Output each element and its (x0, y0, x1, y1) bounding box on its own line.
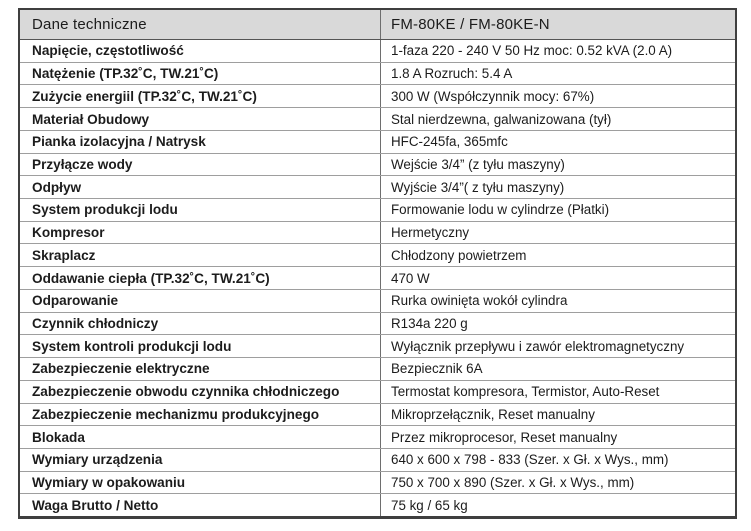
table-row (20, 449, 735, 472)
table-row (20, 494, 735, 516)
table-row (20, 154, 735, 177)
table-row (20, 472, 735, 495)
table-row (20, 40, 735, 63)
spec-value: Wyjście 3/4”( z tyłu maszyny) (391, 179, 565, 195)
spec-value: Rurka owinięta wokół cylindra (391, 293, 568, 309)
table-row (20, 63, 735, 86)
spec-value: Bezpiecznik 6A (391, 361, 483, 377)
spec-label: Zabezpieczenie obwodu czynnika chłodniczego (20, 381, 381, 403)
table-row (20, 244, 735, 267)
spec-value: HFC-245fa, 365mfc (391, 134, 508, 150)
table-row (20, 426, 735, 449)
spec-label: Zabezpieczenie elektryczne (20, 358, 381, 380)
spec-value: 300 W (Współczynnik mocy: 67%) (391, 88, 595, 104)
spec-value: Termostat kompresora, Termistor, Auto-Reset (391, 384, 660, 400)
spec-value: Chłodzony powietrzem (391, 247, 527, 263)
table-row (20, 313, 735, 336)
table-header-model: FM-80KE / FM-80KE-N (391, 16, 550, 33)
spec-label: Natężenie (TP.32˚C, TW.21˚C) (20, 63, 381, 85)
spec-label: Oddawanie ciepła (TP.32˚C, TW.21˚C) (20, 267, 381, 289)
spec-label: Napięcie, częstotliwość (20, 40, 381, 62)
spec-value: 640 x 600 x 798 - 833 (Szer. x Gł. x Wys., mm) (391, 452, 669, 468)
table-row (20, 85, 735, 108)
table-row (20, 267, 735, 290)
spec-label: Wymiary w opakowaniu (20, 472, 381, 494)
table-row (20, 222, 735, 245)
spec-value: Hermetyczny (391, 225, 470, 241)
spec-label: Przyłącze wody (20, 154, 381, 176)
table-row (20, 108, 735, 131)
spec-label: Pianka izolacyjna / Natrysk (20, 131, 381, 153)
spec-value: 470 W (391, 270, 430, 286)
spec-label: System produkcji lodu (20, 199, 381, 221)
spec-label: Odpływ (20, 176, 381, 198)
table-header-title: Dane techniczne (20, 10, 381, 39)
table-row (20, 290, 735, 313)
spec-value: Wejście 3/4” (z tyłu maszyny) (391, 156, 565, 172)
spec-label: Wymiary urządzenia (20, 449, 381, 471)
spec-label: Materiał Obudowy (20, 108, 381, 130)
spec-value: 75 kg / 65 kg (391, 497, 468, 513)
spec-label: Waga Brutto / Netto (20, 494, 381, 516)
table-row (20, 199, 735, 222)
table-row (20, 131, 735, 154)
spec-label: System kontroli produkcji lodu (20, 335, 381, 357)
table-row (20, 404, 735, 427)
spec-value: Formowanie lodu w cylindrze (Płatki) (391, 202, 610, 218)
spec-label: Kompresor (20, 222, 381, 244)
table-row (20, 381, 735, 404)
spec-label: Zużycie energiil (TP.32˚C, TW.21˚C) (20, 85, 381, 107)
spec-value: 1.8 A Rozruch: 5.4 A (391, 66, 513, 82)
spec-value: Wyłącznik przepływu i zawór elektromagnetyczny (391, 338, 685, 354)
spec-value: Przez mikroprocesor, Reset manualny (391, 429, 618, 445)
spec-table (18, 8, 737, 519)
table-row (20, 358, 735, 381)
table-row (20, 335, 735, 358)
spec-label: Odparowanie (20, 290, 381, 312)
spec-label: Blokada (20, 426, 381, 448)
spec-label: Czynnik chłodniczy (20, 313, 381, 335)
spec-value: Mikroprzełącznik, Reset manualny (391, 406, 595, 422)
spec-value: 1-faza 220 - 240 V 50 Hz moc: 0.52 kVA (2.0 A) (391, 43, 673, 59)
spec-value: R134a 220 g (391, 315, 468, 331)
spec-label: Skraplacz (20, 244, 381, 266)
spec-label: Zabezpieczenie mechanizmu produkcyjnego (20, 404, 381, 426)
table-header-row (20, 10, 735, 40)
spec-value: Stal nierdzewna, galwanizowana (tył) (391, 111, 612, 127)
spec-value: 750 x 700 x 890 (Szer. x Gł. x Wys., mm) (391, 475, 635, 491)
table-row (20, 176, 735, 199)
